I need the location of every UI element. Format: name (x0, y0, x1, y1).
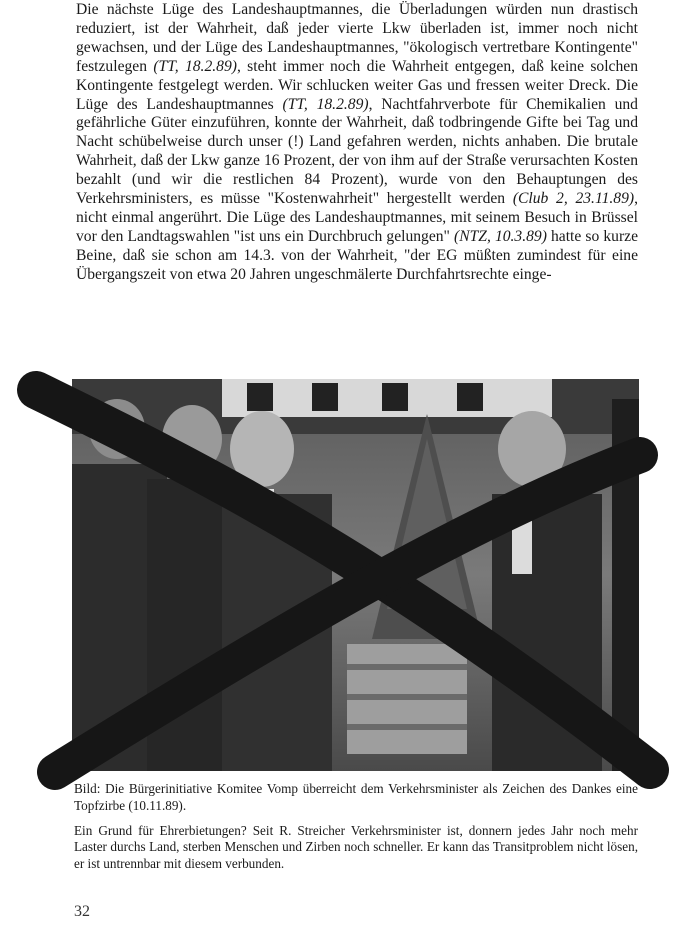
citation: (TT, 18.2.89) (153, 57, 237, 75)
body-text-run: , nicht einmal angerührt. Die Lüge des Landeshauptmannes, mit seinem Besuch in Brüssel vor den Landtagswahlen "ist uns ein Durchbruch gelungen" (76, 190, 638, 245)
citation: (TT, 18.2.89) (282, 95, 369, 113)
photo-image (72, 379, 639, 771)
note-text: Ein Grund für Ehrerbietungen? Seit R. Streicher Verkehrsminister ist, donnern jedes Jahr noch mehr Laster durchs Land, sterben Menschen und Zirben noch schneller. Er kann das Transitproblem nicht lösen, er ist untrennbar mit diesem verbunden. (74, 823, 638, 871)
commentary-note (74, 823, 638, 872)
page-number: 32 (74, 903, 90, 920)
body-text-run: hatte so kurze Beine, daß sie schon am 14.3. von der Wahrheit, "der EG müßten zumindest für eine Übergangszeit von etwa 20 Jahren ungeschmälerte Durchfahrtsrechte einge- (76, 227, 638, 283)
body-text-run: Die nächste Lüge des Landeshauptmannes, die Überladungen würden nun drastisch reduziert, ist der Wahrheit, daß jeder vierte Lkw überladen ist, immer noch nicht gewachsen, und der Lüge des Landeshauptmannes, "ökologisch vertretbare Kontingente" festzulegen (76, 1, 638, 75)
caption-text: Bild: Die Bürgerinitiative Komitee Vomp überreicht dem Verkehrsminister als Zeichen des Dankes eine Topfzirbe (10.11.89). (74, 781, 638, 813)
citation: (Club 2, 23.11.89) (512, 190, 635, 208)
body-text-block (76, 1, 638, 285)
body-text-run: , Nachtfahrverbote für Chemikalien und gefährliche Güter einzuführen, konnte der Wahrheit, daß todbringende Gifte bei Tag und Nacht schübelweise durch unser (!) Land gefahren werden, nichts anhaben. Die brutale Wahrheit, daß der Lkw ganze 16 Prozent, der von ihm auf der Straße verursachten Kosten bezahlt (und wir die restlichen 84 Prozent), wurde von den Behauptungen des Verkehrsministers, es müsse "Kostenwahrheit" hergestellt werden (76, 95, 638, 208)
body-paragraph (76, 1, 638, 285)
photo-caption (74, 781, 638, 814)
photo (72, 379, 639, 771)
citation: (NTZ, 10.3.89) (454, 227, 547, 245)
body-text-run: , steht immer noch die Wahrheit entgegen, daß keine solchen Kontingente festgelegt werden. Wir schlucken weiter Gas und fressen weiter Dreck. Die Lüge des Landeshauptmannes (76, 57, 638, 113)
